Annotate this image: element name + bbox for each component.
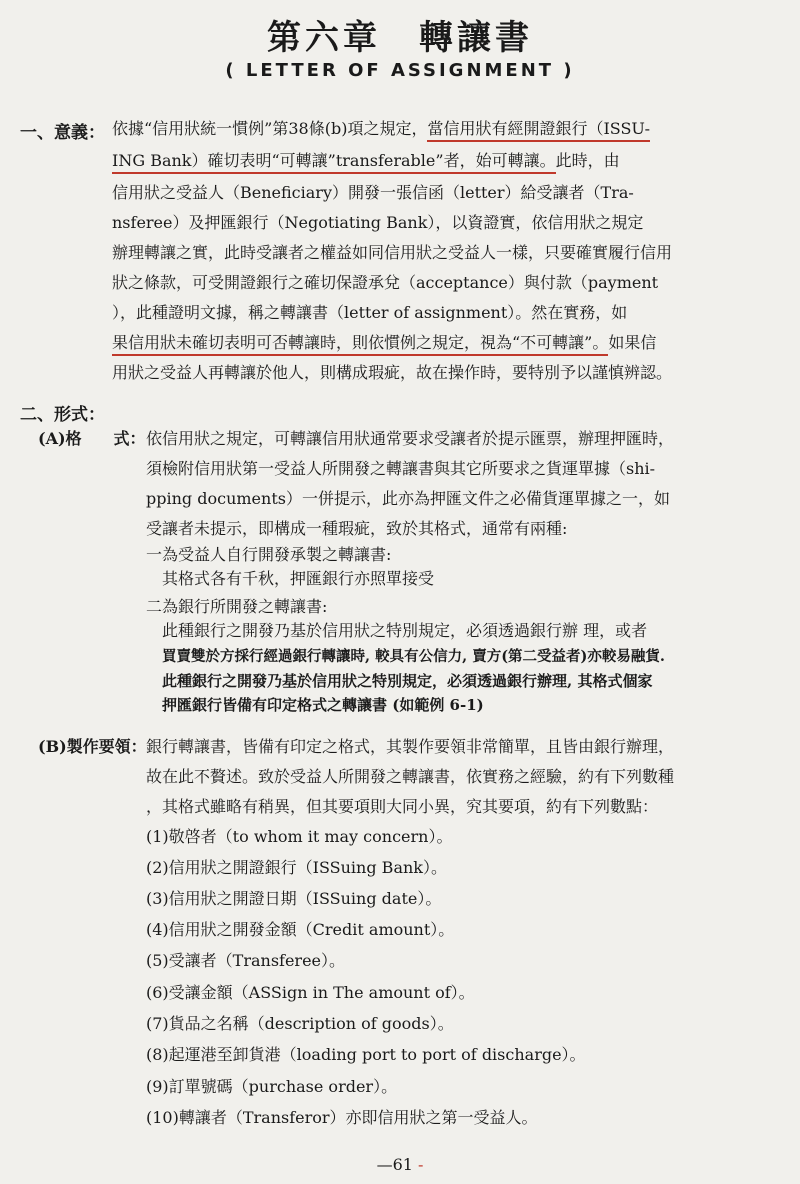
- paragraph-line: [112, 150, 620, 172]
- paragraph-line: 受讓者未提示，即構成一種瑕疵，致於其格式，通常有兩種:: [146, 519, 568, 538]
- page-number: [0, 1155, 800, 1174]
- dash-glyph: -: [412, 1155, 424, 1174]
- paragraph-line: 此種銀行之開發乃基於信用狀之特別規定，必須透過銀行辦理, 其格式個家: [162, 672, 653, 690]
- section-2-heading: 二、形式：: [20, 405, 105, 425]
- subsection-a-label: (A)格 式：: [38, 429, 146, 448]
- section-1-heading: 一、意義：: [20, 123, 105, 143]
- underlined-text: ING Bank）確切表明“可轉讓”transferable”者，始可轉讓。: [112, 151, 556, 174]
- list-item: (9)訂單號碼（purchase order）。: [146, 1077, 398, 1096]
- list-item: (7)貨品之名稱（description of goods）。: [146, 1014, 454, 1033]
- list-item: (2)信用狀之開證銀行（ISSuing Bank）。: [146, 858, 447, 877]
- subsection-b-label: (B)製作要領：: [38, 737, 147, 756]
- chapter-title: 第六章 轉讓書: [267, 18, 533, 58]
- paragraph-line: 銀行轉讓書，皆備有印定之格式，其製作要領非常簡單，且皆由銀行辦理，: [146, 737, 675, 756]
- paragraph-line: 押匯銀行皆備有印定格式之轉讓書 (如範例 6-1): [162, 696, 484, 714]
- dash-glyph: —: [376, 1155, 393, 1174]
- paragraph-line: 一為受益人自行開發承製之轉讓書:: [146, 545, 392, 564]
- paragraph-line: pping documents）一併提示，此亦為押匯文件之必備貨運單據之一，如: [146, 489, 670, 508]
- paragraph-line: 故在此不贅述。致於受益人所開發之轉讓書，依實務之經驗，約有下列數種: [146, 767, 675, 786]
- underlined-text: 當信用狀有經開證銀行（ISSU-: [427, 119, 650, 142]
- list-item: (1)敬啓者（to whom it may concern）。: [146, 827, 453, 846]
- chapter-subtitle: ( LETTER OF ASSIGNMENT ): [225, 60, 575, 81]
- paragraph-line: 信用狀之受益人（Beneficiary）開發一張信函（letter）給受讓者（Tra-: [112, 183, 634, 202]
- underlined-text: 果信用狀未確切表明可否轉讓時，則依慣例之規定，視為“不可轉讓”。: [112, 333, 608, 356]
- list-item: (8)起運港至卸貨港（loading port to port of discharge）。: [146, 1045, 586, 1064]
- paragraph-line: ，其格式雖略有稍異，但其要項則大同小異，究其要項，約有下列數點：: [146, 797, 659, 816]
- text-span: 此時，由: [555, 151, 620, 170]
- list-item: (6)受讓金額（ASSign in The amount of）。: [146, 983, 475, 1002]
- paragraph-line: 狀之條款，可受開證銀行之確切保證承兌（acceptance）與付款（payment: [112, 273, 659, 292]
- paragraph-line: 此種銀行之開發乃基於信用狀之特別規定，必須透過銀行辦 理，或者: [162, 621, 648, 640]
- paragraph-line: [112, 118, 650, 140]
- paragraph-line: 須檢附信用狀第一受益人所開發之轉讓書與其它所要求之貨運單據（shi-: [146, 459, 656, 478]
- list-item: (5)受讓者（Transferee）。: [146, 951, 346, 970]
- page-number-value: 61: [392, 1155, 413, 1174]
- paragraph-line: 二為銀行所開發之轉讓書:: [146, 597, 328, 616]
- list-item: (4)信用狀之開發金額（Credit amount）。: [146, 920, 455, 939]
- paragraph-line: 依信用狀之規定，可轉讓信用狀通常要求受讓者於提示匯票，辦理押匯時，: [146, 429, 675, 448]
- text-span: 如果信: [608, 333, 657, 352]
- paragraph-line: 用狀之受益人再轉讓於他人，則構成瑕疵，故在操作時，要特別予以謹慎辨認。: [112, 363, 673, 382]
- paragraph-line: 其格式各有千秋，押匯銀行亦照單接受: [162, 569, 435, 588]
- paragraph-line: ），此種證明文據，稱之轉讓書（letter of assignment）。然在實務，如: [112, 303, 628, 322]
- list-item: (10)轉讓者（Transferor）亦即信用狀之第一受益人。: [146, 1108, 538, 1127]
- text-span: 依據“信用狀統一慣例”第38條(b)項之規定，: [112, 119, 428, 138]
- paragraph-line: [112, 332, 656, 354]
- paragraph-line: 買賣雙於方採行經過銀行轉讓時, 較具有公信力, 賣方(第二受益者)亦較易融貨.: [162, 648, 665, 665]
- paragraph-line: nsferee）及押匯銀行（Negotiating Bank），以資證實，依信用狀之規定: [112, 213, 644, 232]
- paragraph-line: 辦理轉讓之實，此時受讓者之權益如同信用狀之受益人一樣，只要確實履行信用: [112, 243, 673, 262]
- list-item: (3)信用狀之開證日期（ISSuing date）。: [146, 889, 442, 908]
